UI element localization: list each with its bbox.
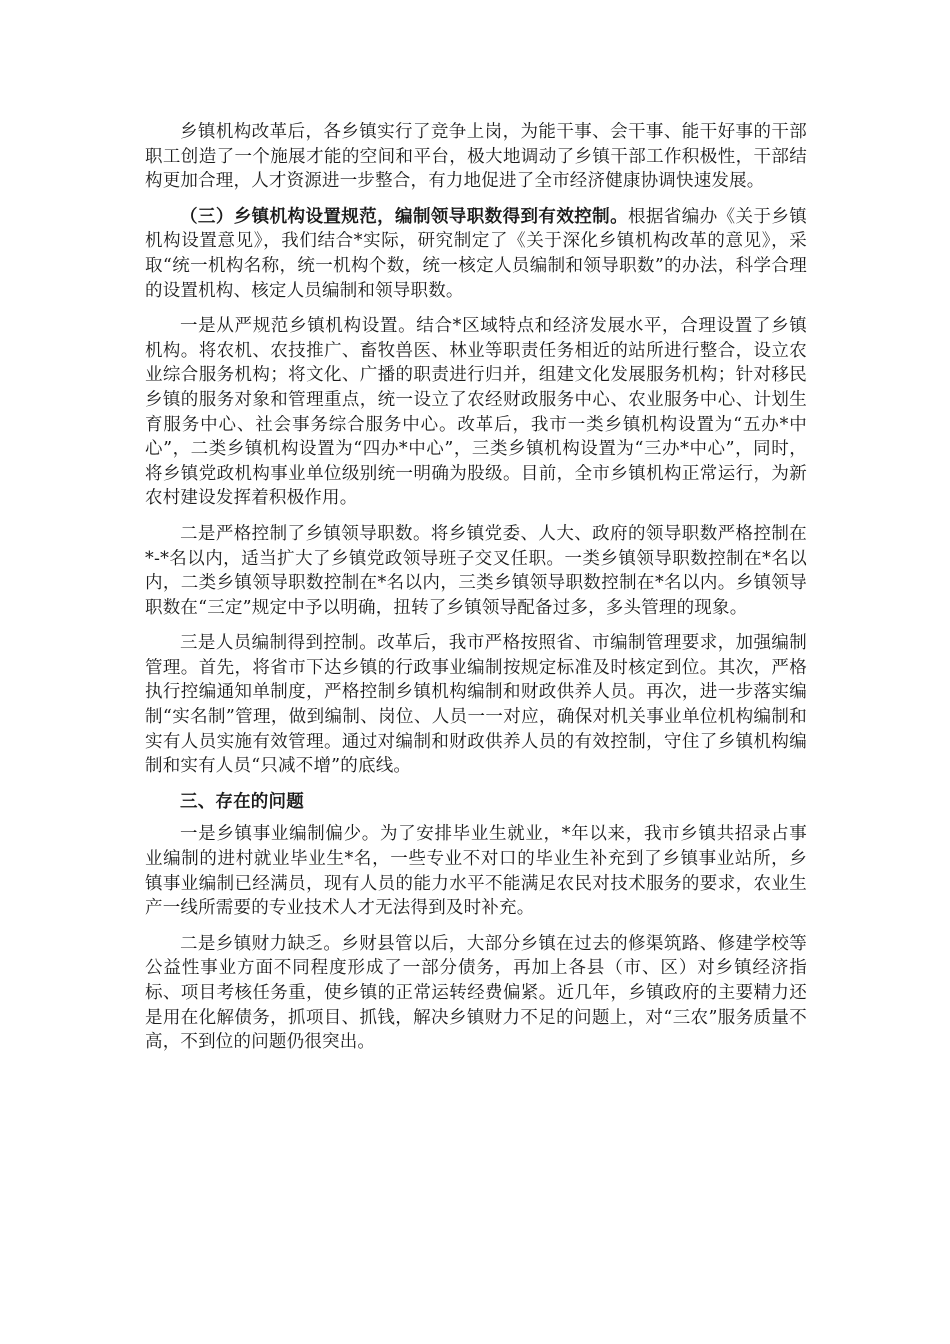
paragraph-section-3 bbox=[145, 205, 807, 303]
paragraph-problem-staffing: 一是乡镇事业编制偏少。为了安排毕业生就业，*年以来，我市乡镇共招录占事业编制的进村就业毕业生*名，一些专业不对口的毕业生补充到了乡镇事业站所，乡镇事业编制已经满员，现有人员的能力水平不能满足农民对技术服务的要求，农业生产一线所需要的专业技术人才无法得到及时补充。 bbox=[145, 824, 807, 919]
heading-existing-problems: 三、存在的问题 bbox=[180, 791, 304, 812]
section-3-heading: （三）乡镇机构设置规范，编制领导职数得到有效控制。 bbox=[180, 206, 629, 227]
paragraph-reform-results: 乡镇机构改革后，各乡镇实行了竞争上岗，为能干事、会干事、能干好事的干部职工创造了一个施展才能的空间和平台，极大地调动了乡镇干部工作积极性，干部结构更加合理，人才资源进一步整合，有力地促进了全市经济健康协调快速发展。 bbox=[145, 122, 807, 192]
paragraph-problem-finance: 二是乡镇财力缺乏。乡财县管以后，大部分乡镇在过去的修渠筑路、修建学校等公益性事业方面不同程度形成了一部分债务，再加上各县（市、区）对乡镇经济指标、项目考核任务重，使乡镇的正常运转经费偏紧。近几年，乡镇政府的主要精力还是用在化解债务，抓项目、抓钱，解决乡镇财力不足的问题上，对“三农”服务质量不高，不到位的问题仍很突出。 bbox=[145, 933, 807, 1053]
paragraph-leadership-count: 二是严格控制了乡镇领导职数。将乡镇党委、人大、政府的领导职数严格控制在*-*名以内，适当扩大了乡镇党政领导班子交叉任职。一类乡镇领导职数控制在*名以内，二类乡镇领导职数控制在*名以内，三类乡镇领导职数控制在*名以内。乡镇领导职数在“三定”规定中予以明确，扭转了乡镇领导配备过多，多头管理的现象。 bbox=[145, 523, 807, 618]
document-body bbox=[145, 120, 807, 1055]
section-3-text: 根据省编办《关于乡镇机构设置意见》，我们结合*实际，研究制定了《关于深化乡镇机构改革的意见》，采取“统一机构名称，统一机构个数，统一核定人员编制和领导职数”的办法，科学合理的设置机构、核定人员编制和领导职数。 bbox=[145, 206, 808, 301]
paragraph-institution-setup: 一是从严规范乡镇机构设置。结合*区域特点和经济发展水平，合理设置了乡镇机构。将农机、农技推广、畜牧兽医、林业等职责任务相近的站所进行整合，设立农业综合服务机构；将文化、广播的职责进行归并，组建文化发展服务机构；针对移民乡镇的服务对象和管理重点，统一设立了农经财政服务中心、农业服务中心、计划生育服务中心、社会事务综合服务中心。改革后，我市一类乡镇机构设置为“五办*中心”，二类乡镇机构设置为“四办*中心”，三类乡镇机构设置为“三办*中心”，同时，将乡镇党政机构事业单位级别统一明确为股级。目前，全市乡镇机构正常运行，为新农村建设发挥着积极作用。 bbox=[145, 316, 807, 509]
paragraph-staffing-control: 三是人员编制得到控制。改革后，我市严格按照省、市编制管理要求，加强编制管理。首先，将省市下达乡镇的行政事业编制按规定标准及时核定到位。其次，严格执行控编通知单制度，严格控制乡镇机构编制和财政供养人员。再次，进一步落实编制“实名制”管理，做到编制、岗位、人员一一对应，确保对机关事业单位机构编制和实有人员实施有效管理。通过对编制和财政供养人员的有效控制，守住了乡镇机构编制和实有人员“只减不增”的底线。 bbox=[145, 633, 807, 777]
